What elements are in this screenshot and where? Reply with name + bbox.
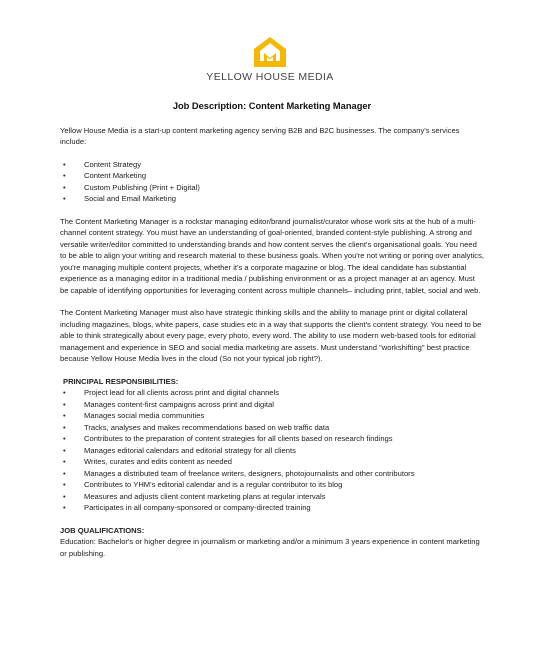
qualifications-heading: JOB QUALIFICATIONS: [60, 525, 145, 535]
list-item: • Contributes to the preparation of content strategies for all clients based on research findings [60, 433, 484, 445]
responsibilities-heading: PRINCIPAL RESPONSIBILITIES: [63, 376, 179, 386]
qualifications-text: Education: Bachelor's or higher degree in journalism or marketing and/or a minimum 3 years experience in content marketing or publishing. [60, 537, 480, 558]
page-title: Job Description: Content Marketing Manager [172, 101, 372, 111]
list-item: • Content Strategy [60, 159, 484, 171]
list-item: • Content Marketing [60, 170, 484, 182]
house-logo-icon [253, 36, 287, 68]
role-paragraph: The Content Marketing Manager is a rockstar managing editor/brand journalist/curator whose work sits at the hub of a multi-channel content strategy. You must have an understanding of goal-oriented, branded content-style publishing. A strong and versatile writer/editor committed to understanding brands and how content serves the client's organisational goals. You need to be able to align your writing and research material to these business goals. When you're not writing or poring over analytics, you're managing multiple content projects, whether it's a corporate magazine or blog. The ideal candidate has substantial experience as a managing editor in a traditional media / publishing environment or as a project manager at an agency. Must be capable of identifying opportunities for leveraging content across multiple channels– including print, tablet, social and web. [60, 216, 484, 295]
list-item: • Contributes to YHM's editorial calendar and is a regular contributor to its blog [60, 479, 484, 491]
company-logo [0, 36, 540, 83]
list-item: • Participates in all company-sponsored or company-directed training [60, 502, 484, 514]
list-item: • Writes, curates and edits content as needed [60, 456, 484, 468]
company-logo-text: YELLOW HOUSE MEDIA [206, 71, 334, 83]
list-item: • Custom Publishing (Print + Digital) [60, 182, 484, 194]
list-item: • Project lead for all clients across print and digital channels [60, 387, 484, 399]
list-item: • Manages a distributed team of freelance writers, designers, photojournalists and other contributors [60, 468, 484, 480]
list-item: • Manages editorial calendars and editorial strategy for all clients [60, 445, 484, 457]
list-item: • Manages content-first campaigns across print and digital [60, 399, 484, 411]
intro-paragraph: Yellow House Media is a start-up content marketing agency serving B2B and B2C businesses. The company's services include: [60, 125, 460, 146]
list-item: • Tracks, analyses and makes recommendations based on web traffic data [60, 422, 484, 434]
skills-paragraph: The Content Marketing Manager must also have strategic thinking skills and the ability to manage print or digital collateral including magazines, blogs, white papers, case studies etc in a way that supports the client's content strategy. You need to be able to think strategically about every page, every photo, every word. The ability to use modern web-based tools for editorial management and experience in SEO and social media marketing are assets. Must understand "workshifting" best practice because Yellow House Media lives in the cloud (So not your typical job right?). [60, 308, 482, 363]
list-item: • Social and Email Marketing [60, 193, 484, 205]
list-item: • Manages social media communities [60, 410, 484, 422]
responsibilities-list [60, 387, 484, 514]
list-item: • Measures and adjusts client content marketing plans at regular intervals [60, 491, 484, 503]
document-body [60, 101, 484, 559]
services-list [60, 159, 484, 205]
